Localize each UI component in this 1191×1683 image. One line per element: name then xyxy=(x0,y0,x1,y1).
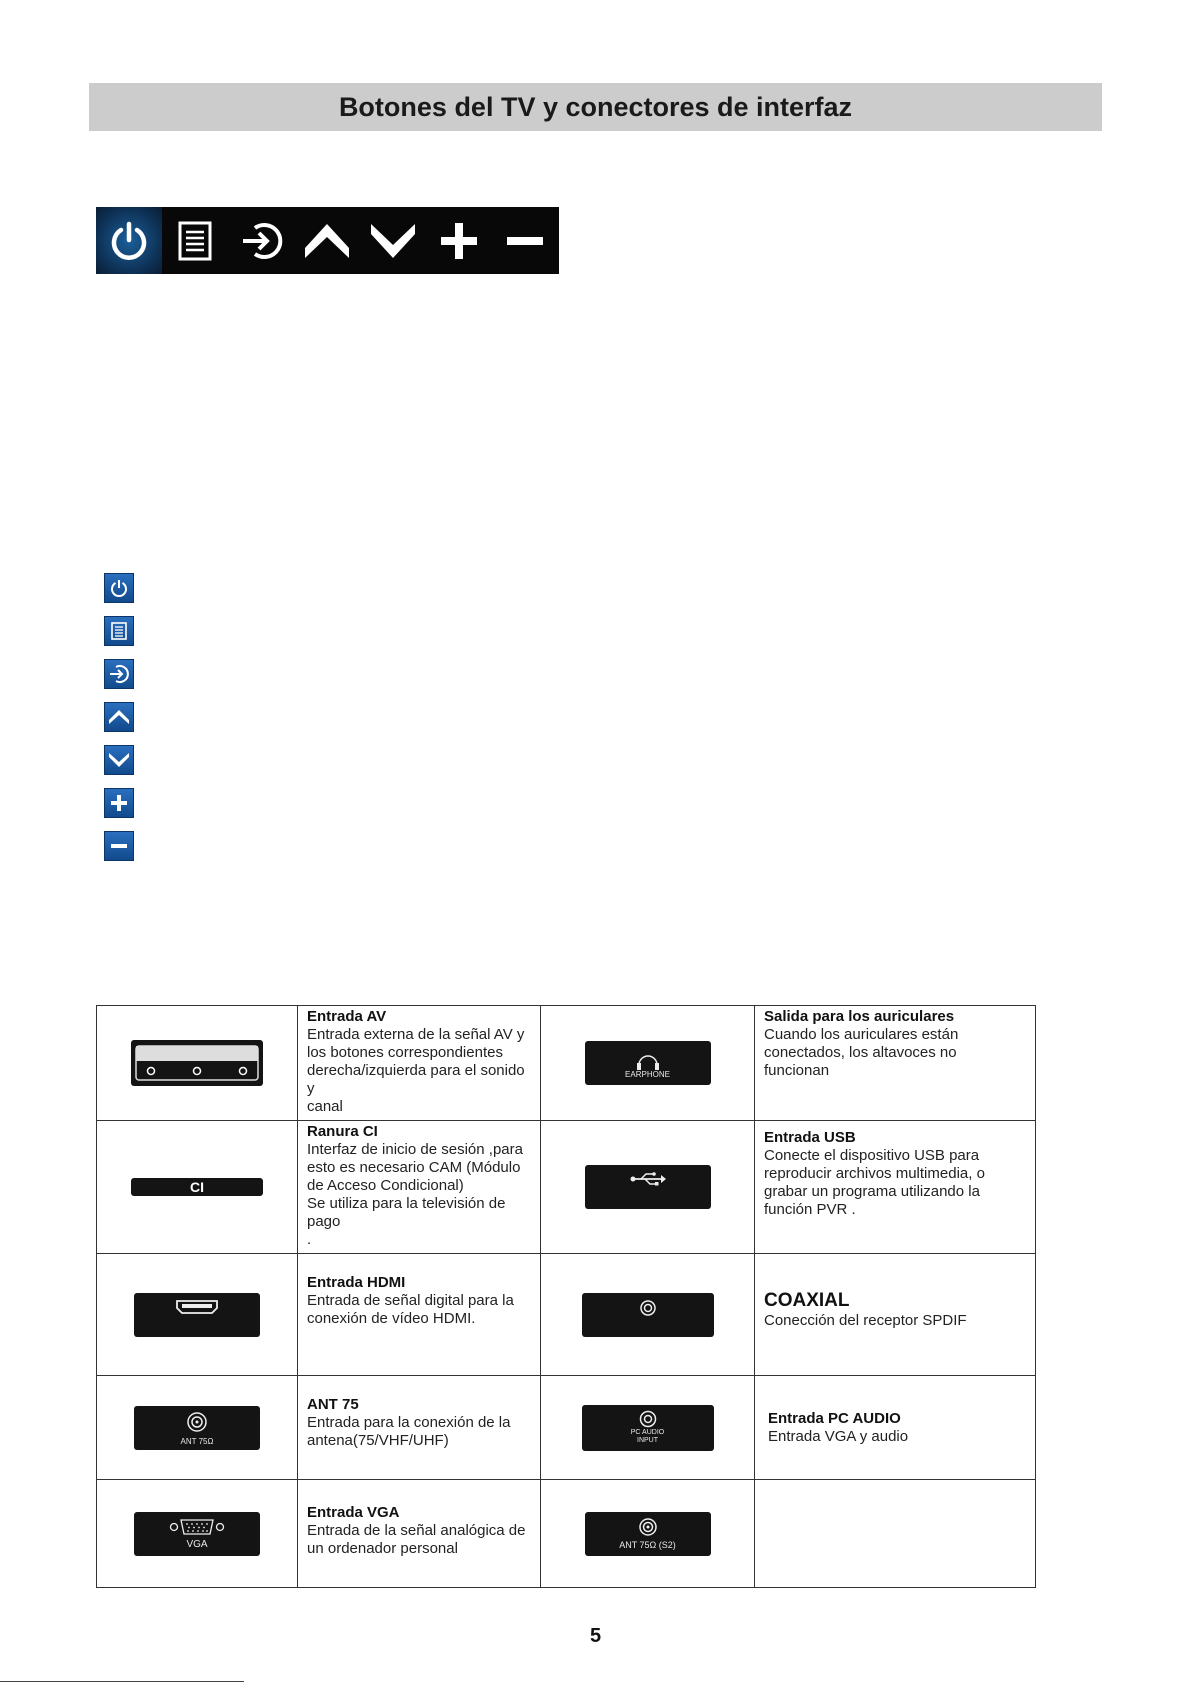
earphone-label: EARPHONE xyxy=(625,1070,670,1079)
legend-down xyxy=(104,745,134,775)
source-icon xyxy=(108,664,130,684)
volume-down-button[interactable] xyxy=(492,207,558,274)
connector-title: Entrada PC AUDIO xyxy=(768,1410,901,1427)
av-port xyxy=(131,1040,263,1086)
legend-up xyxy=(104,702,134,732)
connector-body: Conecte el dispositivo USB para reproducir archivos multimedia, o grabar un programa utilizando la función PVR . xyxy=(764,1147,985,1218)
legend-minus xyxy=(104,831,134,861)
connector-title: Entrada VGA xyxy=(307,1504,400,1521)
vga-description xyxy=(298,1480,541,1588)
plus-icon xyxy=(438,220,480,262)
empty-description xyxy=(755,1480,1036,1588)
usb-port-cell xyxy=(541,1121,755,1254)
ci-label: CI xyxy=(190,1179,204,1195)
table-row xyxy=(97,1006,1036,1121)
title-bar xyxy=(89,83,1102,131)
hdmi-description xyxy=(298,1254,541,1376)
ci-slot xyxy=(131,1178,263,1196)
vga-label: VGA xyxy=(186,1538,208,1550)
power-icon xyxy=(109,578,129,598)
minus-icon xyxy=(109,836,129,856)
antenna-description xyxy=(298,1376,541,1480)
power-icon xyxy=(107,219,151,263)
menu-icon xyxy=(177,220,213,262)
antenna-port xyxy=(134,1406,260,1450)
connector-body: Entrada externa de la señal AV y los botones correspondientes derecha/izquierda para el sonido y canal xyxy=(307,1026,525,1115)
plus-icon xyxy=(109,793,129,813)
connector-title: Entrada USB xyxy=(764,1129,856,1146)
power-button[interactable] xyxy=(96,207,162,274)
antenna-label: ANT 75Ω xyxy=(180,1436,214,1446)
connector-body: Entrada VGA y audio xyxy=(768,1428,909,1445)
coaxial-port xyxy=(582,1293,714,1337)
pc-audio-label xyxy=(582,1429,714,1445)
page-number: 5 xyxy=(589,1625,602,1647)
connector-body: Cuando los auriculares están conectados, los altavoces no funcionan xyxy=(764,1026,959,1079)
table-row xyxy=(97,1254,1036,1376)
connector-body: Entrada de la señal analógica de un ordenador personal xyxy=(307,1522,526,1557)
connector-title: Salida para los auriculares xyxy=(764,1008,955,1025)
usb-description xyxy=(755,1121,1036,1254)
volume-up-button[interactable] xyxy=(426,207,492,274)
channel-down-button[interactable] xyxy=(360,207,426,274)
av-description xyxy=(298,1006,541,1121)
connector-body: Conección del receptor SPDIF xyxy=(764,1312,967,1329)
vga-port xyxy=(134,1512,260,1556)
pc-audio-label-line2: INPUT xyxy=(637,1436,658,1444)
connector-body: Entrada de señal digital para la conexión de vídeo HDMI. xyxy=(307,1292,514,1327)
connector-title: COAXIAL xyxy=(764,1290,850,1311)
av-port-cell xyxy=(97,1006,298,1121)
connector-title: ANT 75 xyxy=(307,1396,359,1413)
antenna-s2-port xyxy=(585,1512,711,1556)
up-icon xyxy=(303,221,351,261)
table-row xyxy=(97,1376,1036,1480)
legend-source xyxy=(104,659,134,689)
up-icon xyxy=(108,708,130,726)
legend-menu xyxy=(104,616,134,646)
usb-port xyxy=(585,1165,711,1209)
source-icon xyxy=(237,219,285,263)
connector-title: Ranura CI xyxy=(307,1123,378,1140)
vga-port-cell xyxy=(97,1480,298,1588)
pc-audio-description xyxy=(755,1376,1036,1480)
channel-up-button[interactable] xyxy=(294,207,360,274)
table-row xyxy=(97,1480,1036,1588)
usb-icon xyxy=(585,1165,711,1209)
ci-description xyxy=(298,1121,541,1254)
tv-button-strip xyxy=(96,207,559,274)
bottom-rule xyxy=(0,1681,244,1682)
pc-audio-label-line1: PC AUDIO xyxy=(630,1428,665,1436)
pc-audio-port-cell xyxy=(541,1376,755,1480)
connector-body: Entrada para la conexión de la antena(75/VHF/UHF) xyxy=(307,1414,511,1449)
connector-body: Interfaz de inicio de sesión ,para esto es necesario CAM (Módulo de Acceso Condicional) Se utiliza para la televisión de pago . xyxy=(307,1141,523,1248)
hdmi-port xyxy=(134,1293,260,1337)
coaxial-icon xyxy=(582,1293,714,1337)
coaxial-port-cell xyxy=(541,1254,755,1376)
pc-audio-port xyxy=(582,1405,714,1451)
ci-slot-cell xyxy=(97,1121,298,1254)
earphone-port xyxy=(585,1041,711,1085)
antenna-s2-label: ANT 75Ω (S2) xyxy=(619,1539,676,1550)
table-row xyxy=(97,1121,1036,1254)
connector-title: Entrada AV xyxy=(307,1008,387,1025)
minus-icon xyxy=(504,220,546,262)
button-legend xyxy=(104,573,134,874)
earphone-description xyxy=(755,1006,1036,1121)
menu-icon xyxy=(110,621,128,641)
page-title: Botones del TV y conectores de interfaz xyxy=(338,91,853,122)
connector-title: Entrada HDMI xyxy=(307,1274,406,1291)
earphone-port-cell xyxy=(541,1006,755,1121)
hdmi-port-cell xyxy=(97,1254,298,1376)
down-icon xyxy=(108,751,130,769)
antenna-s2-port-cell xyxy=(541,1480,755,1588)
connector-table xyxy=(96,1005,1036,1588)
hdmi-icon xyxy=(134,1293,260,1337)
down-icon xyxy=(369,221,417,261)
antenna-port-cell xyxy=(97,1376,298,1480)
menu-button[interactable] xyxy=(162,207,228,274)
source-button[interactable] xyxy=(228,207,294,274)
legend-plus xyxy=(104,788,134,818)
coaxial-description xyxy=(755,1254,1036,1376)
legend-power xyxy=(104,573,134,603)
